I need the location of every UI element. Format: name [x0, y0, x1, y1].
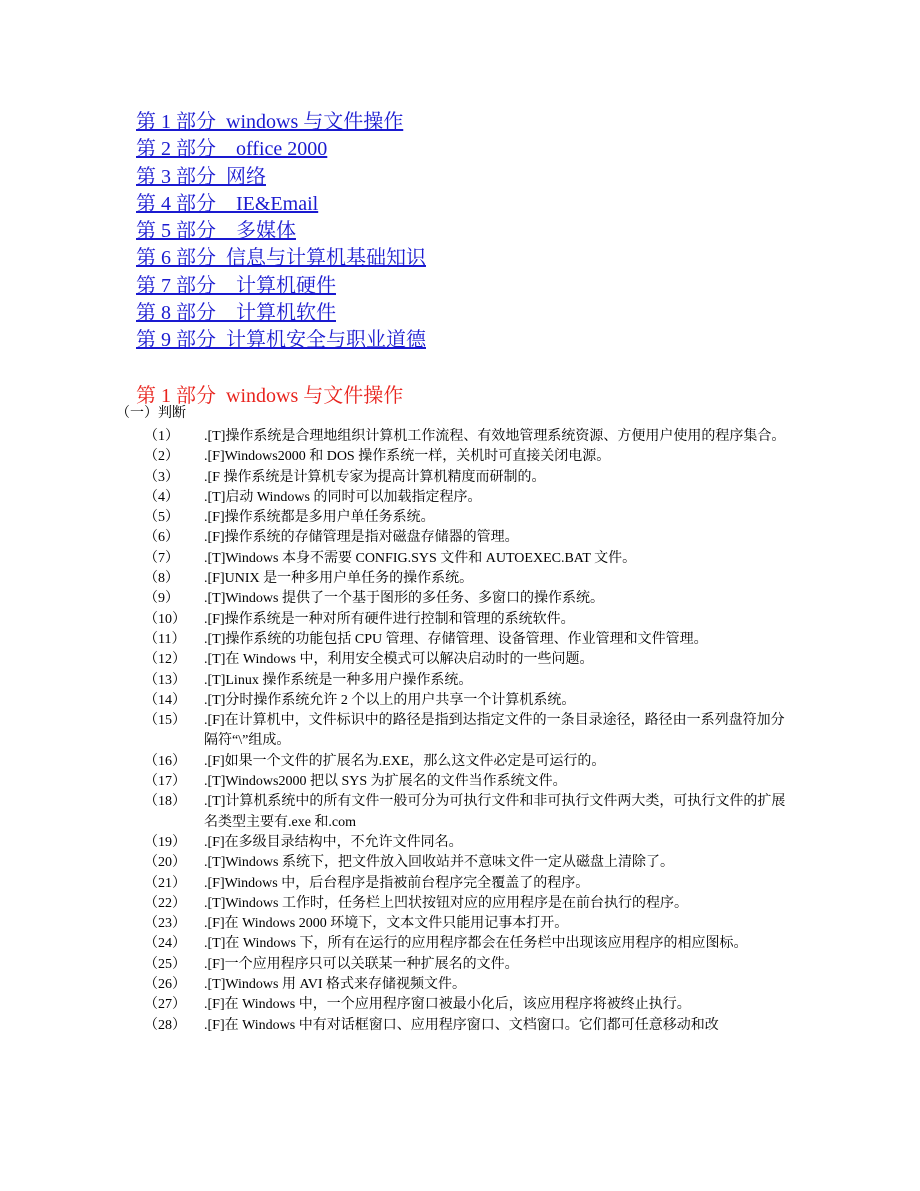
item-text: .[F]一个应用程序只可以关联某一种扩展名的文件。: [204, 956, 519, 972]
list-item: [144, 508, 794, 528]
item-number: （1）: [144, 429, 179, 444]
list-item: [144, 1016, 794, 1036]
item-text: .[T]Windows 本身不需要 CONFIG.SYS 文件和 AUTOEXEC.BAT 文件。: [204, 550, 637, 566]
toc-link-part-2[interactable]: 第 2 部分 office 2000: [136, 138, 328, 161]
item-number: （11）: [144, 631, 186, 647]
item-text: .[F]在计算机中，文件标识中的路径是指到达指定文件的一条目录途径，路径由一系列盘符加分隔符“\”组成。: [204, 713, 785, 749]
item-number: （7）: [144, 550, 179, 566]
toc-link-part-9[interactable]: 第 9 部分 计算机安全与职业道德: [136, 329, 426, 352]
list-item: [144, 427, 794, 447]
item-text: .[T]分时操作系统允许 2 个以上的用户共享一个计算机系统。: [204, 692, 576, 708]
list-item: [144, 995, 794, 1015]
item-text: .[F]在多级目录结构中，不允许文件同名。: [204, 834, 463, 850]
list-item: [144, 894, 794, 914]
list-item: [144, 630, 794, 650]
item-text: .[T]计算机系统中的所有文件一般可分为可执行文件和非可执行文件两大类，可执行文件的扩展名类型主要有.exe 和.com: [204, 794, 786, 830]
item-number: （22）: [144, 895, 186, 911]
item-text: .[T]Windows 系统下，把文件放入回收站并不意味文件一定从磁盘上清除了。: [204, 855, 674, 871]
list-item: [144, 874, 794, 894]
item-text: .[T]Windows 提供了一个基于图形的多任务、多窗口的操作系统。: [204, 591, 604, 607]
list-item: [144, 853, 794, 873]
item-text: .[T]Linux 操作系统是一种多用户操作系统。: [204, 672, 473, 688]
item-number: （24）: [144, 936, 186, 952]
item-number: （6）: [144, 530, 179, 546]
table-of-contents: [136, 109, 426, 355]
toc-link-part-4[interactable]: 第 4 部分 IE&Email: [136, 192, 319, 215]
item-number: （8）: [144, 571, 179, 587]
list-item: [144, 752, 794, 772]
item-number: （25）: [144, 956, 186, 972]
item-text: .[F]操作系统的存储管理是指对磁盘存储器的管理。: [204, 530, 519, 546]
item-number: （4）: [144, 489, 179, 505]
list-item: [144, 792, 794, 833]
item-text: .[T]操作系统是合理地组织计算机工作流程、有效地管理系统资源、方便用户使用的程序集合。: [204, 429, 786, 444]
question-list: [144, 427, 794, 1036]
item-text: .[T]在 Windows 下，所有在运行的应用程序都会在任务栏中出现该应用程序的相应图标。: [204, 936, 748, 952]
item-text: .[F]在 Windows 2000 环境下，文本文件只能用记事本打开。: [204, 916, 569, 932]
toc-link-part-8[interactable]: 第 8 部分 计算机软件: [136, 302, 336, 325]
item-text: .[F]操作系统都是多用户单任务系统。: [204, 510, 435, 526]
list-item: [144, 914, 794, 934]
list-item: [144, 671, 794, 691]
list-item: [144, 711, 794, 752]
toc-link-part-1[interactable]: 第 1 部分 windows 与文件操作: [136, 111, 404, 133]
toc-link-part-6[interactable]: 第 6 部分 信息与计算机基础知识: [136, 247, 426, 270]
item-number: （15）: [144, 713, 186, 729]
list-item: [144, 955, 794, 975]
item-number: （5）: [144, 510, 179, 526]
item-text: .[T]操作系统的功能包括 CPU 管理、存储管理、设备管理、作业管理和文件管理。: [204, 631, 708, 647]
list-item: [144, 569, 794, 589]
item-text: .[F]如果一个文件的扩展名为.EXE，那么这文件必定是可运行的。: [204, 753, 606, 769]
item-text: .[T]在 Windows 中，利用安全模式可以解决启动时的一些问题。: [204, 652, 594, 668]
toc-link-part-7[interactable]: 第 7 部分 计算机硬件: [136, 274, 336, 297]
item-number: （18）: [144, 794, 186, 810]
list-item: [144, 691, 794, 711]
item-number: （17）: [144, 774, 186, 790]
item-text: .[F]UNIX 是一种多用户单任务的操作系统。: [204, 571, 474, 587]
item-number: （26）: [144, 977, 186, 993]
toc-link-part-5[interactable]: 第 5 部分 多媒体: [136, 220, 296, 243]
item-text: .[F]Windows2000 和 DOS 操作系统一样，关机时可直接关闭电源。: [204, 449, 611, 465]
list-item: [144, 833, 794, 853]
list-item: [144, 772, 794, 792]
list-item: [144, 549, 794, 569]
item-number: （12）: [144, 652, 186, 668]
item-text: .[T]启动 Windows 的同时可以加载指定程序。: [204, 489, 482, 505]
toc-link-part-3[interactable]: 第 3 部分 网络: [136, 165, 266, 188]
item-number: （21）: [144, 875, 186, 891]
item-text: .[T]Windows2000 把以 SYS 为扩展名的文件当作系统文件。: [204, 774, 567, 790]
list-item: [144, 468, 794, 488]
item-number: （28）: [144, 1017, 186, 1033]
list-item: [144, 934, 794, 954]
item-text: .[F]在 Windows 中，一个应用程序窗口被最小化后，该应用程序将被终止执行。: [204, 997, 691, 1013]
item-text: .[F 操作系统是计算机专家为提高计算机精度而研制的。: [204, 469, 546, 485]
list-item: [144, 589, 794, 609]
item-number: （19）: [144, 834, 186, 850]
list-item: [144, 528, 794, 548]
item-number: （2）: [144, 449, 179, 465]
list-item: [144, 975, 794, 995]
item-number: （20）: [144, 855, 186, 871]
list-item: [144, 610, 794, 630]
item-text: .[T]Windows 工作时，任务栏上凹状按钮对应的应用程序是在前台执行的程序。: [204, 895, 688, 911]
item-text: .[F]在 Windows 中有对话框窗口、应用程序窗口、文档窗口。它们都可任意移动和改: [204, 1017, 719, 1033]
list-item: [144, 650, 794, 670]
item-text: .[F]操作系统是一种对所有硬件进行控制和管理的系统软件。: [204, 611, 575, 627]
item-number: （13）: [144, 672, 186, 688]
item-number: （16）: [144, 753, 186, 769]
item-number: （9）: [144, 591, 179, 607]
item-number: （3）: [144, 469, 179, 485]
list-item: [144, 447, 794, 467]
item-number: （27）: [144, 997, 186, 1013]
item-number: （10）: [144, 611, 186, 627]
section-heading: 第 1 部分 windows 与文件操作: [136, 385, 404, 407]
item-number: （23）: [144, 916, 186, 932]
section-subheading: （一）判断: [116, 406, 186, 421]
list-item: [144, 488, 794, 508]
item-text: .[T]Windows 用 AVI 格式来存储视频文件。: [204, 977, 467, 993]
item-text: .[F]Windows 中，后台程序是指被前台程序完全覆盖了的程序。: [204, 875, 590, 891]
item-number: （14）: [144, 692, 186, 708]
